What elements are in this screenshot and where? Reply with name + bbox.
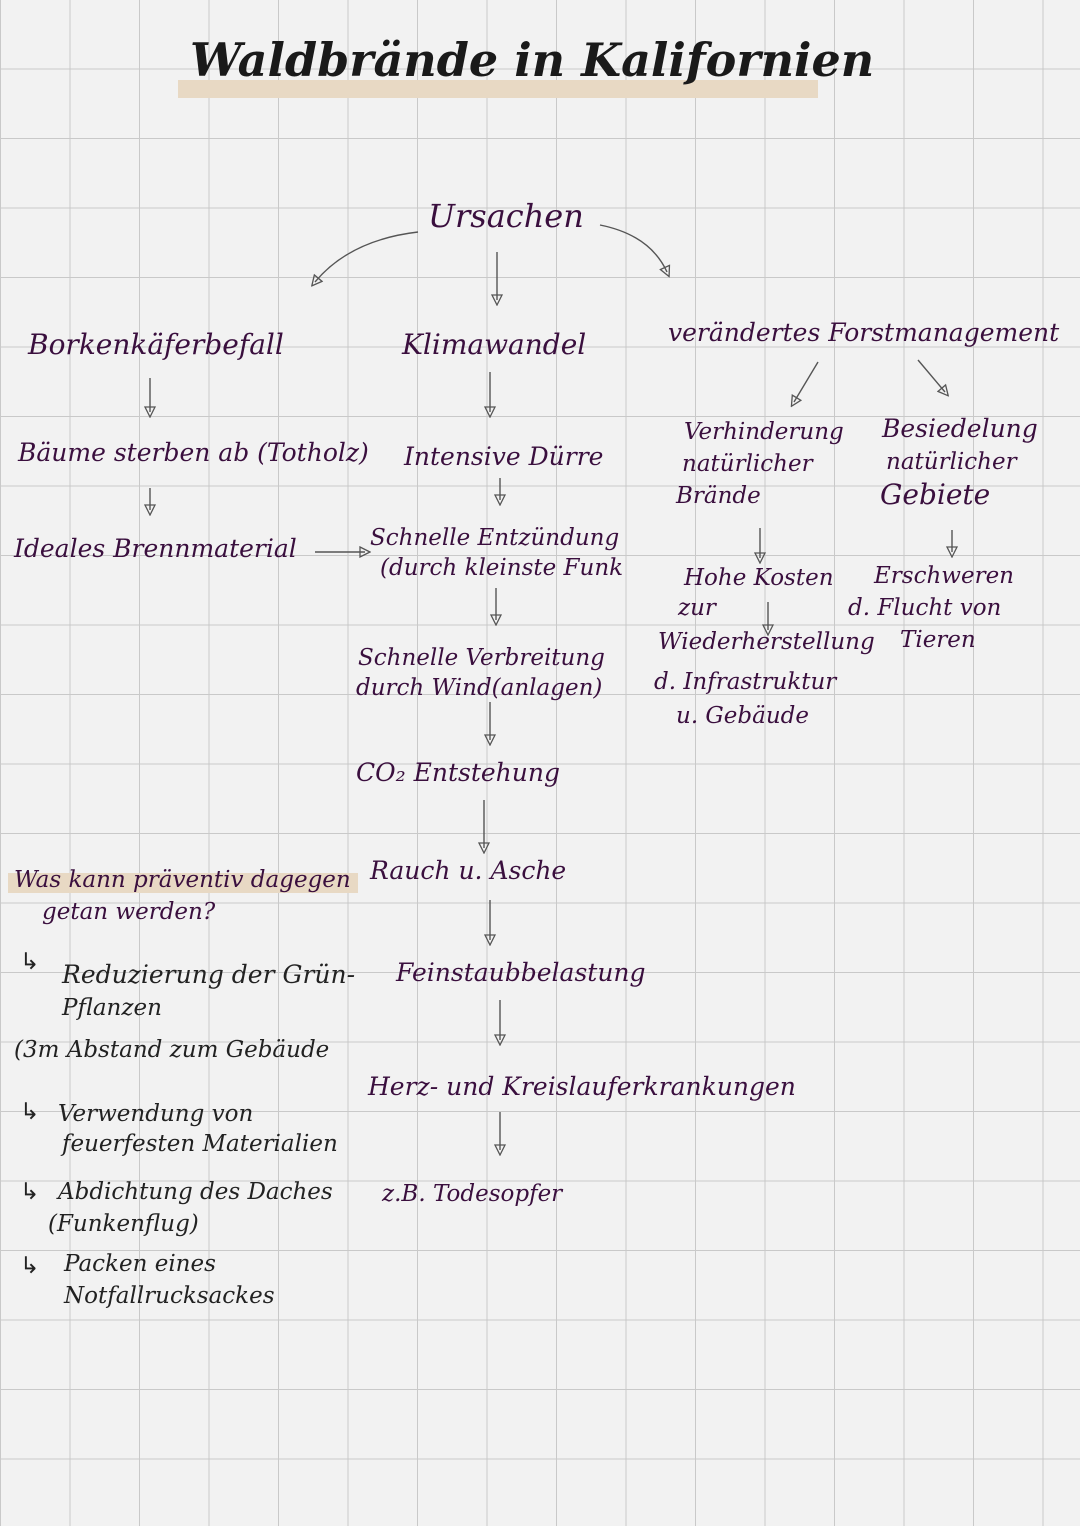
mid-entzuendung-1: Schnelle Entzündung <box>370 525 620 551</box>
prevention-item2-2: feuerfesten Materialien <box>62 1131 338 1157</box>
left-effect-totholz: Bäume sterben ab (Totholz) <box>18 438 369 467</box>
right-a-cost-5: u. Gebäude <box>676 703 810 729</box>
cause-forstmanagement: verändertes Forstmanagement <box>668 318 1060 347</box>
mid-rauch: Rauch u. Asche <box>370 856 567 885</box>
root-node-ursachen: Ursachen <box>428 197 584 235</box>
prevention-question-2: getan werden? <box>42 899 216 925</box>
right-a-1: Verhinderung <box>684 419 844 445</box>
prevention-item3-1: Abdichtung des Daches <box>58 1179 333 1205</box>
right-a-cost-1: Hohe Kosten <box>684 565 834 591</box>
cause-borkenkaefer: Borkenkäferbefall <box>28 328 284 361</box>
right-a-cost-4: d. Infrastruktur <box>654 669 837 695</box>
right-b-cons-2: d. Flucht von <box>848 595 1002 621</box>
right-a-cost-2: zur <box>678 595 716 621</box>
bullet-icon: ↳ <box>20 1253 40 1279</box>
bullet-icon: ↳ <box>20 1179 40 1205</box>
right-a-3: Brände <box>676 483 761 509</box>
prevention-item4-2: Notfallrucksackes <box>64 1283 275 1309</box>
arrow-to-forst <box>600 225 667 272</box>
right-b-2: natürlicher <box>886 449 1017 475</box>
mid-duerre: Intensive Dürre <box>404 442 604 471</box>
bullet-icon: ↳ <box>20 1099 40 1125</box>
mid-verbreitung-1: Schnelle Verbreitung <box>358 645 605 671</box>
prevention-item2-1: Verwendung von <box>58 1101 254 1127</box>
prevention-item4-1: Packen eines <box>64 1251 216 1277</box>
mid-entzuendung-2: (durch kleinste Funk <box>380 555 624 581</box>
prevention-item1-1: Reduzierung der Grün- <box>62 960 356 989</box>
arrow-forst-b <box>918 360 945 392</box>
arrow-forst-a <box>794 362 818 402</box>
arrow-to-borkenkaefer <box>315 232 418 282</box>
right-b-1: Besiedelung <box>882 414 1038 443</box>
right-a-2: natürlicher <box>682 451 813 477</box>
prevention-item1-2: Pflanzen <box>62 995 162 1021</box>
bullet-icon: ↳ <box>20 949 40 975</box>
right-b-3: Gebiete <box>880 478 991 511</box>
cause-klimawandel: Klimawandel <box>402 328 587 361</box>
prevention-item1-3: (3m Abstand zum Gebäude <box>14 1037 330 1063</box>
mid-co2: CO₂ Entstehung <box>356 758 560 787</box>
left-effect-brennmaterial: Ideales Brennmaterial <box>14 534 297 563</box>
right-b-cons-3: Tieren <box>900 627 976 653</box>
prevention-question-1: Was kann präventiv dagegen <box>14 867 351 893</box>
right-a-cost-3: Wiederherstellung <box>658 629 875 655</box>
page-title: Waldbrände in Kalifornien <box>190 33 875 87</box>
mid-herz: Herz- und Kreislauferkrankungen <box>368 1072 796 1101</box>
prevention-item3-2: (Funkenflug) <box>48 1211 199 1237</box>
mid-feinstaub: Feinstaubbelastung <box>396 958 646 987</box>
mid-verbreitung-2: durch Wind(anlagen) <box>356 675 603 701</box>
mid-tod: z.B. Todesopfer <box>382 1181 563 1207</box>
right-b-cons-1: Erschweren <box>874 563 1014 589</box>
